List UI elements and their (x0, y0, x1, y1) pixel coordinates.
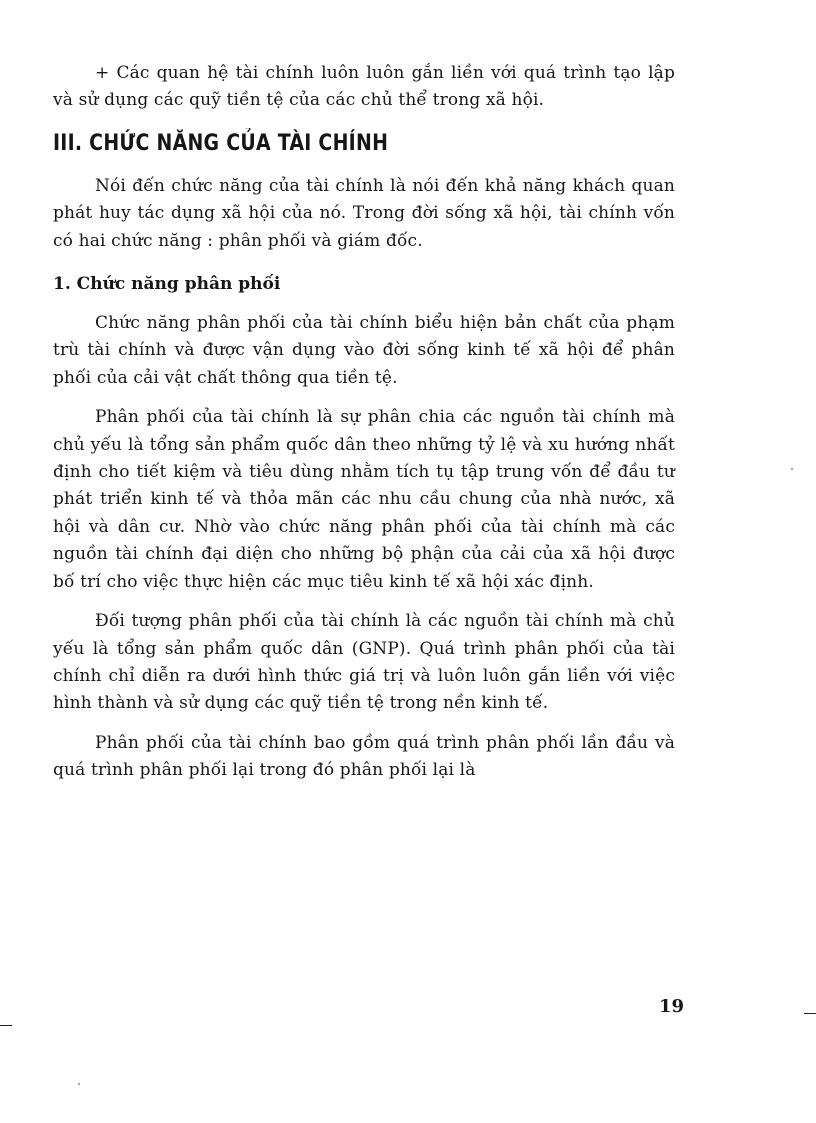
page-body (53, 60, 675, 797)
paragraph-section-intro: Nói đến chức năng của tài chính là nói đến khả năng khách quan phát huy tác dụng xã hội của nó. Trong đời sống xã hội, tài chính vốn có hai chức năng : phân phối và giám đốc. (53, 175, 675, 251)
paragraph-distribution-definition: Phân phối của tài chính là sự phân chia các nguồn tài chính mà chủ yếu là tổng sản phẩm quốc dân theo những tỷ lệ và xu hướng nhất định cho tiết kiệm và tiêu dùng nhằm tích tụ tập trung vốn để đầu tư phát triển kinh tế và thỏa mãn các nhu cầu chung của nhà nước, xã hội và dân cư. Nhờ vào chức năng phân phối của tài chính mà các nguồn tài chính đại diện cho những bộ phận của cải của xã hội được bố trí cho việc thực hiện các mục tiêu kinh tế xã hội xác định. (53, 407, 675, 592)
scan-speck (78, 1083, 80, 1085)
paragraph-distribution-essence: Chức năng phân phối của tài chính biểu hiện bản chất của phạm trù tài chính và được vận dụng vào đời sống kinh tế xã hội để phân phối của cải vật chất thông qua tiền tệ. (53, 313, 675, 388)
paragraph-financial-relations: + Các quan hệ tài chính luôn luôn gắn liền với quá trình tạo lập và sử dụng các quỹ tiền tệ của các chủ thể trong xã hội. (53, 63, 675, 111)
left-edge-mark (0, 1025, 12, 1026)
paragraph-distribution-object: Đối tượng phân phối của tài chính là các nguồn tài chính mà chủ yếu là tổng sản phẩm quốc dân (GNP). Quá trình phân phối của tài chính chỉ diễn ra dưới hình thức giá trị và luôn luôn gắn liền với việc hình thành và sử dụng các quỹ tiền tệ trong nền kinh tế. (53, 611, 675, 714)
scan-speck (791, 468, 793, 470)
subsection-heading: 1. Chức năng phân phối (53, 274, 281, 295)
paragraph-distribution-stages: Phân phối của tài chính bao gồm quá trình phân phối lần đầu và quá trình phân phối lại trong đó phân phối lại là (53, 732, 675, 781)
section-heading: III. CHỨC NĂNG CỦA TÀI CHÍNH (53, 130, 389, 156)
page-number: 19 (658, 996, 684, 1017)
right-edge-mark (804, 1013, 816, 1014)
